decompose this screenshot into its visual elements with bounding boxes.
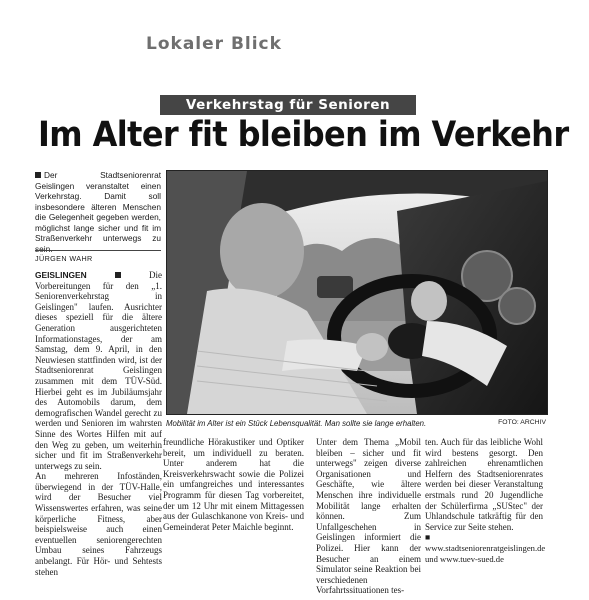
paragraph-1-text: Die Vorbereitungen für den „1. Seniorenverkehrstag in Geislingen" laufen. Ausrichter dieses speziell für die ältere Generation ausgerichteten Informationstages, der am Samstag, dem 9. April, in den Neuwiesen stattfinden wird, ist der Stadtseniorenrat Geislingen zusammen mit dem TÜV-Süd. Hierbei geht es im Jubiläumsjahr des Automobils darum, dem demografischen Wandel gerecht zu werden und Senioren im wahrsten Sinne des Wortes Hilfen mit auf den Weg zu geben, um weiterhin sicher und fit im Straßenverkehr unterwegs zu sein. bbox=[35, 270, 162, 471]
article-column-1 bbox=[35, 270, 162, 577]
web-link-text[interactable]: www.stadtseniorenratgeislingen.de und www.tuev-sued.de bbox=[425, 542, 546, 564]
paragraph-2: An mehreren Infoständen, überwiegend in der TÜV-Halle, wird der Besucher viel Wissenswertes erfahren, was seine körperliche Fitness, aber beispielsweise auch einen eventuellen seniorengerechten Umbau seines Fahrzeugs anbelangt. Für Hör- und Sehtests stehen bbox=[35, 471, 162, 577]
article-column-4 bbox=[425, 437, 546, 564]
article-column-2 bbox=[163, 437, 304, 532]
paragraph-5: ten. Auch für das leibliche Wohl wird bestens gesorgt. Den zahlreichen ehrenamtlichen Helfern des Stadtseniorenrates werden bei dieser Veranstaltung erstmals rund 20 Jugendliche der Schülerfirma „SUStec" der Uhlandschule tatkräftig für den Service zur Seite stehen. bbox=[425, 437, 543, 532]
headline: Im Alter fit bleiben im Verkehr bbox=[38, 113, 569, 155]
lead-paragraph bbox=[35, 170, 161, 254]
bullet-square-icon bbox=[35, 172, 41, 178]
paragraph-4: Unter dem Thema „Mobil bleiben – sicher und fit unterwegs" zeigen diverse Organisationen und Geschäfte, wie ältere Menschen ihre individuelle Mobilität lange erhalten können. Zum Unfallgeschehen in Geislingen informiert die Polizei. Hier kann der Besucher an einem Simulator seine Reaktion bei verschiedenen Vorfahrtssituationen tes- bbox=[316, 437, 421, 596]
article-column-3 bbox=[316, 437, 421, 596]
dateline: GEISLINGEN bbox=[35, 270, 87, 280]
kicker: Verkehrstag für Senioren bbox=[160, 95, 416, 115]
byline: JÜRGEN WAHR bbox=[35, 250, 161, 263]
paragraph-1 bbox=[35, 270, 162, 471]
paragraph-3: freundliche Hörakustiker und Optiker bereit, um individuell zu beraten. Unter anderem hat die Kreisverkehrswacht sowie die Polizei ein umfangreiches und interessantes Programm für diesen Tag vorbereitet, der um 12 Uhr mit einem Mittagessen aus der Gulaschkanone von Kreis- und Gemeinderat Peter Maichle beginnt. bbox=[163, 437, 304, 532]
photo-credit: FOTO: ARCHIV bbox=[498, 419, 546, 426]
section-title: Lokaler Blick bbox=[146, 34, 282, 54]
article-photo bbox=[166, 170, 548, 415]
driver-photo-image bbox=[167, 171, 547, 414]
bullet-square-icon bbox=[115, 272, 121, 278]
photo-caption: Mobilität im Alter ist ein Stück Lebensqualität. Man sollte sie lange erhalten. bbox=[166, 419, 427, 428]
lead-text: Der Stadtseniorenrat Geislingen veranstaltet einen Verkehrstag. Damit soll insbesondere älteren Menschen die Gelegenheit gegeben werden, möglichst lange sicher und fit im Straßenverkehr unterwegs zu sein. bbox=[35, 170, 161, 254]
web-link[interactable]: ■ www.stadtseniorenratgeislingen.de und www.tuev-sued.de bbox=[425, 532, 546, 564]
